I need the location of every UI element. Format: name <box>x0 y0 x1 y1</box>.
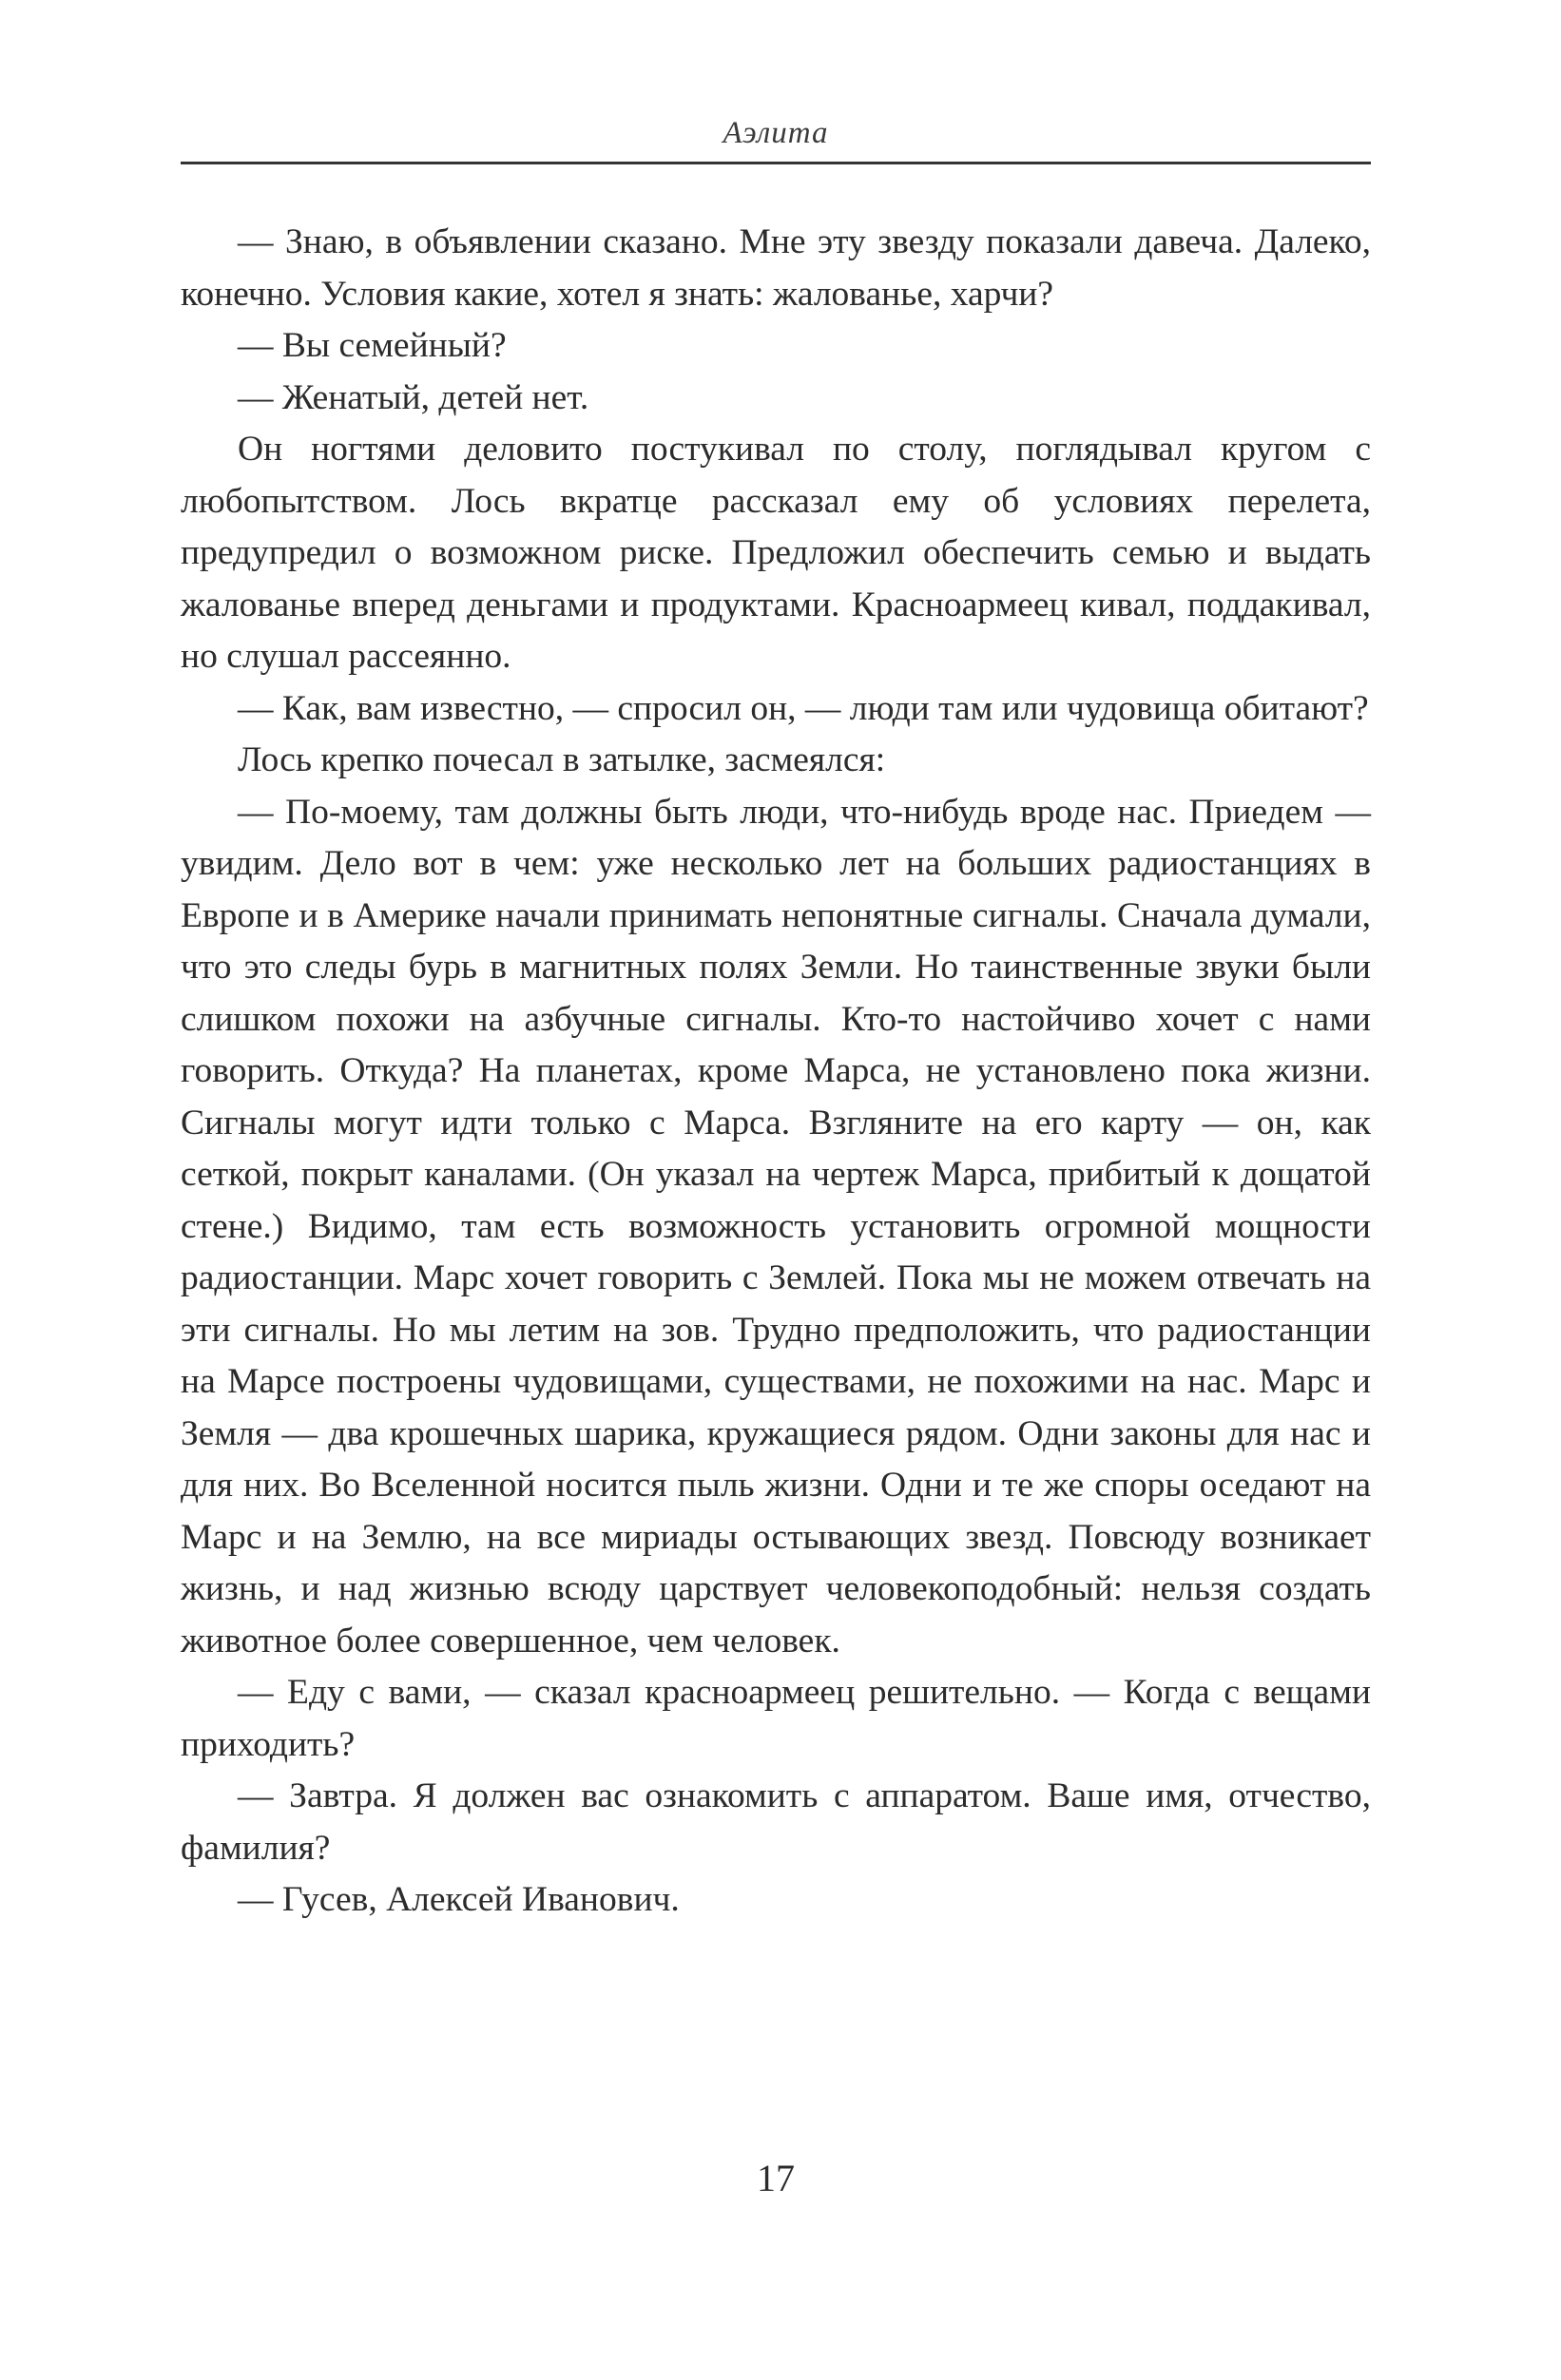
paragraph: — Вы семейный? <box>238 326 507 365</box>
paragraph: Он ногтями деловито постукивал по столу, поглядывал кругом с любопытством. Лось вкратце рассказал ему об условиях перелета, предупредил о возможном риске. Предложил обеспечить семью и выдать жалованье вперед деньгами и продуктами. Красноармеец кивал, поддакивал, но слушал рассеянно. <box>181 430 1371 676</box>
paragraph: — Женатый, детей нет. <box>238 377 589 417</box>
page-number: 17 <box>757 2157 795 2199</box>
paragraph: — Еду с вами, — сказал красноармеец решительно. — Когда с вещами приходить? <box>181 1673 1371 1764</box>
paragraph: — По-моему, там должны быть люди, что-нибудь вроде нас. Приедем — увидим. Дело вот в чем: уже несколько лет на больших радиостанциях в Европе и в Америке начали принимать непонятные сигналы. Сначала думали, что это следы бурь в магнитных полях Земли. Но таинственные звуки были слишком похожи на азбучные сигналы. Кто-то настойчиво хочет с нами говорить. Откуда? На планетах, кроме Марса, не установлено пока жизни. Сигналы могут идти только с Марса. Взгляните на его карту — он, как сеткой, покрыт каналами. (Он указал на чертеж Марса, прибитый к дощатой стене.) Видимо, там есть возможность установить огромной мощности радиостанции. Марс хочет говорить с Землей. Пока мы не можем отвечать на эти сигналы. Но мы летим на зов. Трудно предположить, что радиостанции на Марсе построены чудовищами, существами, не похожими на нас. Марс и Земля — два крошечных шарика, кружащиеся рядом. Одни законы для нас и для них. Во Вселенной носится пыль жизни. Одни и те же споры оседают на Марс и на Землю, на все мириады остывающих звезд. Повсюду возникает жизнь, и над жизнью всюду царствует человекоподобный: нельзя создать животное более совершенное, чем человек. <box>181 792 1371 1660</box>
running-title: Аэлита <box>723 116 829 150</box>
paragraph: — Знаю, в объявлении сказано. Мне эту звезду показали давеча. Далеко, конечно. Условия какие, хотел я знать: жалованье, харчи? <box>181 222 1371 314</box>
paragraph: Лось крепко почесал в затылке, засмеялся: <box>238 740 886 779</box>
header-rule <box>181 162 1371 164</box>
paragraph: — Гусев, Алексей Иванович. <box>238 1880 680 1919</box>
paragraph: — Как, вам известно, — спросил он, — люди там или чудовища обитают? <box>238 688 1369 728</box>
paragraph: — Завтра. Я должен вас ознакомить с аппаратом. Ваше имя, отчество, фамилия? <box>181 1776 1371 1868</box>
page-body <box>181 217 1371 1927</box>
